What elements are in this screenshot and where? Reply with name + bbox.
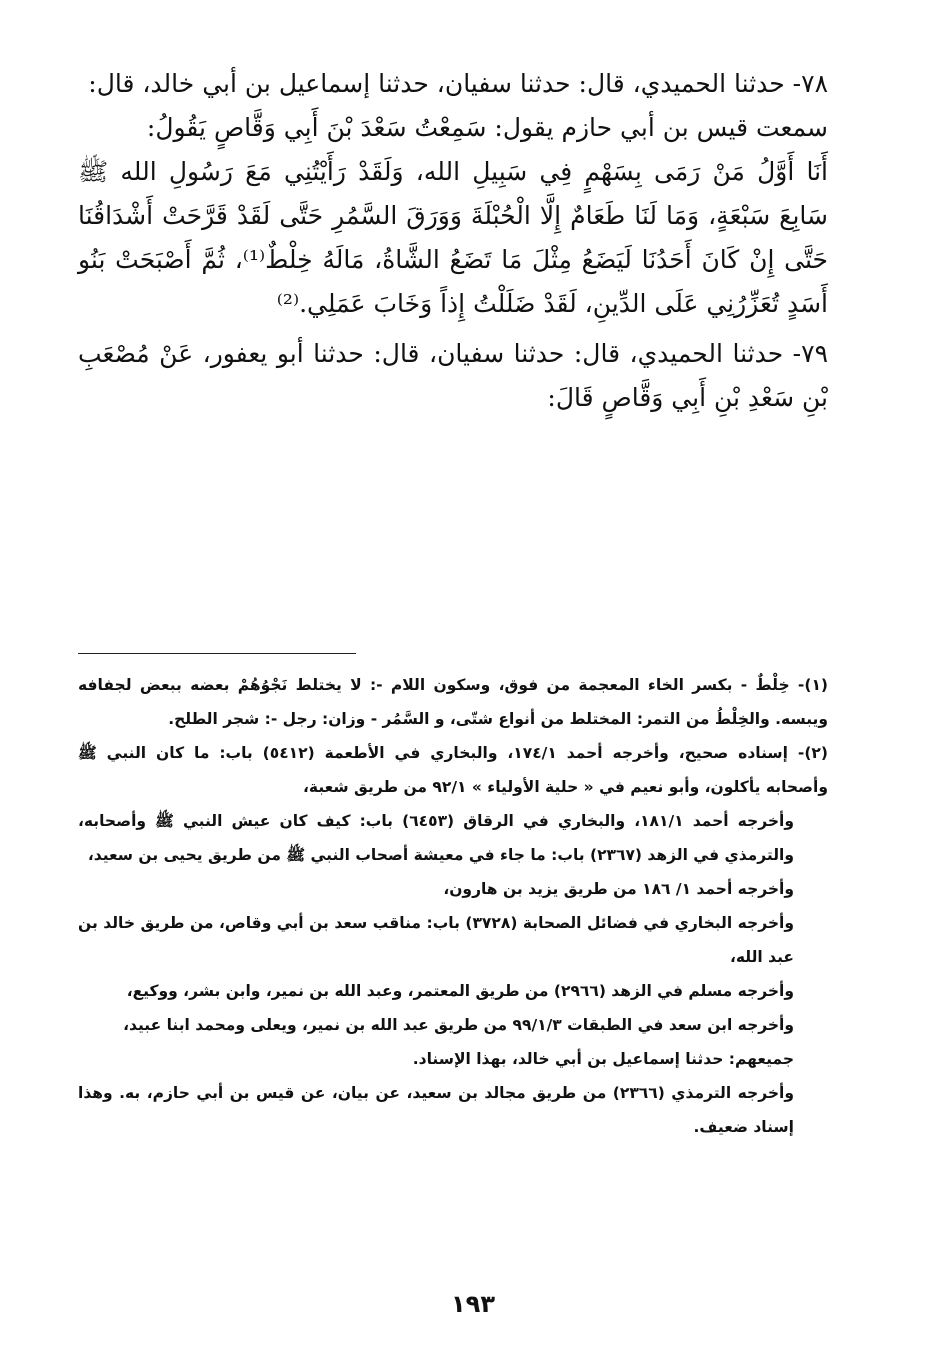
footnote-2-part-h: وأخرجه الترمذي (٢٣٦٦) من طريق مجالد بن سعيد، عن بيان، عن قيس بن أبي حازم، به. وهذا إسناد ضعيف. — [78, 1084, 794, 1136]
footnote-2-part-g: جميعهم: حدثنا إسماعيل بن أبي خالد، بهذا الإسناد. — [412, 1050, 794, 1068]
footnote-2-part-a: (٢)- إسناده صحيح، وأخرجه أحمد ١٧٤/١، والبخاري في الأطعمة (٥٤١٢) باب: ما كان النبي ﷺ وأصحابه يأكلون، وأبو نعيم في « حلية الأولياء » ٩٢/١ من طريق شعبة، — [78, 744, 828, 796]
footnote-2-part-e: وأخرجه مسلم في الزهد (٢٩٦٦) من طريق المعتمر، وعبد الله بن نمير، وابن بشر، ووكيع، — [126, 982, 794, 1000]
footnote-2-part-b: وأخرجه أحمد ١٨١/١، والبخاري في الرقاق (٦٤٥٣) باب: كيف كان عيش النبي ﷺ وأصحابه، والترمذي في الزهد (٢٣٦٧) باب: ما جاء في معيشة أصحاب النبي ﷺ من طريق يحيى بن سعيد، — [78, 812, 794, 864]
footnote-separator — [78, 653, 356, 654]
page-number: ١٩٣ — [451, 1290, 495, 1318]
footnote-2-part-f: وأخرجه ابن سعد في الطبقات ٩٩/١/٣ من طريق عبد الله بن نمير، ويعلى ومحمد ابنا عبيد، — [123, 1016, 794, 1034]
footnote-2-part-d: وأخرجه البخاري في فضائل الصحابة (٣٧٢٨) باب: مناقب سعد بن أبي وقاص، من طريق خالد بن عبد الله، — [78, 914, 794, 966]
footnote-1: (١)- خِلْطٌ - بكسر الخاء المعجمة من فوق، وسكون اللام -: لا يختلط نَجْوُهُمْ بعضه ببعض لجفافه ويبسه. والخِلْطُ من التمر: المختلط من أنواع شتّى، و السَّمُر - وزان: رجل -: شجر الطلح. — [78, 676, 828, 728]
footnotes — [78, 668, 828, 1144]
hadith-79-isnad: ٧٩- حدثنا الحميدي، قال: حدثنا سفيان، قال: حدثنا أبو يعفور، عَنْ مُصْعَبِ بْنِ سَعْدِ بْنِ أَبِي وَقَّاصٍ قَالَ: — [78, 339, 828, 412]
main-text — [78, 62, 828, 420]
footnote-2-part-c: وأخرجه أحمد ١/ ١٨٦ من طريق يزيد بن هارون، — [443, 880, 794, 898]
hadith-78-isnad-line-2: سمعت قيس بن أبي حازم يقول: سَمِعْتُ سَعْدَ بْنَ أَبِي وَقَّاصٍ يَقُولُ: — [146, 113, 828, 142]
hadith-78-isnad-line-1: ٧٨- حدثنا الحميدي، قال: حدثنا سفيان، حدثنا إسماعيل بن أبي خالد، قال: — [88, 69, 828, 98]
hadith-78-text: أَنَا أَوَّلُ مَنْ رَمَى بِسَهْمٍ فِي سَبِيلِ الله، وَلَقَدْ رَأَيْتُنِي مَعَ رَسُولِ الله ﷺ سَابِعَ سَبْعَةٍ، وَمَا لَنَا طَعَامٌ إِلَّا الْحُبْلَةَ وَوَرَقَ السَّمُرِ حَتَّى لَقَدْ قَرَّحَتْ أَشْدَاقُنَا حَتَّى إِنْ كَانَ أَحَدُنَا لَيَضَعُ مِثْلَ مَا تَضَعُ الشَّاةُ، مَالَهُ خِلْطٌ⁽¹⁾، ثُمَّ أَصْبَحَتْ بَنُو أَسَدٍ تُعَزِّرُنِي عَلَى الدِّينِ، لَقَدْ ضَلَلْتُ إِذاً وَخَابَ عَمَلِي.⁽²⁾ — [78, 157, 828, 318]
